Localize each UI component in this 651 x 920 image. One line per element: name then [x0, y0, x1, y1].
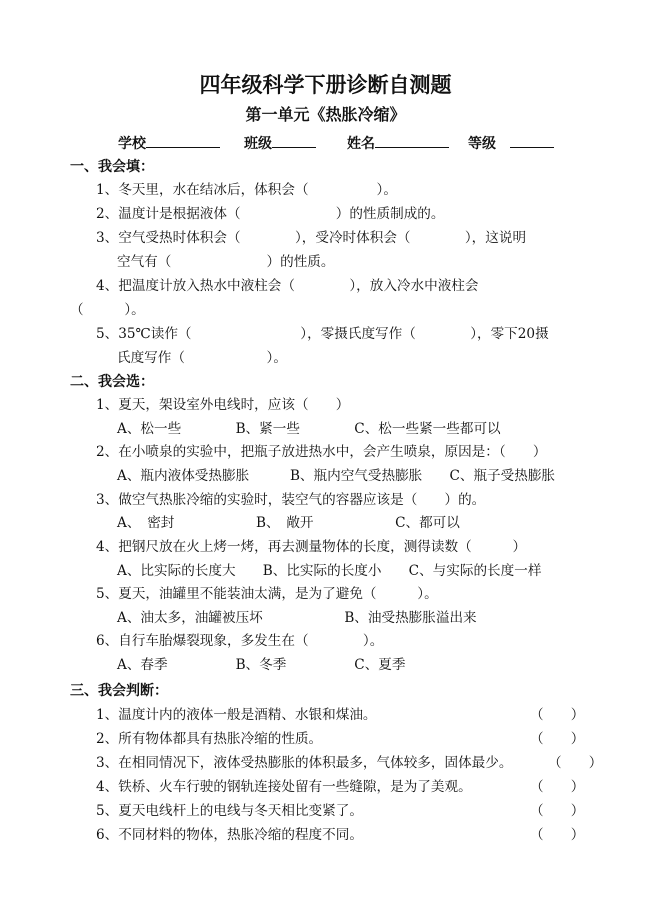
choice-options-6: A、春季 B、冬季 C、夏季: [117, 657, 406, 673]
fill-question-4: 4、把温度计放入热水中液柱会（ ），放入冷水中液柱会: [96, 278, 479, 294]
judge-question-4: 4、铁桥、火车行驶的钢轨连接处留有一些缝隙，是为了美观。: [96, 779, 472, 795]
school-field[interactable]: [118, 133, 220, 153]
judge-question-1: 1、温度计内的液体一般是酒精、水银和煤油。: [96, 707, 377, 723]
choice-options-2: A、瓶内液体受热膨胀 B、瓶内空气受热膨胀 C、瓶子受热膨胀: [117, 468, 556, 484]
choice-question-3: 3、做空气热胀冷缩的实验时，装空气的容器应该是（ ）的。: [96, 492, 486, 508]
judge-question-6: 6、不同材料的物体，热胀冷缩的程度不同。: [96, 827, 363, 843]
judge-bracket-6[interactable]: （ ）: [530, 827, 585, 843]
judge-question-2: 2、所有物体都具有热胀冷缩的性质。: [96, 731, 323, 747]
class-blank[interactable]: [272, 133, 316, 148]
choice-question-6: 6、自行车胎爆裂现象，多发生在（ ）。: [96, 633, 384, 649]
judge-question-5: 5、夏天电线杆上的电线与冬天相比变紧了。: [96, 803, 363, 819]
name-label: 姓名: [347, 136, 375, 152]
fill-question-1: 1、冬天里，水在结冰后，体积会（ ）。: [96, 182, 397, 198]
name-blank[interactable]: [375, 133, 449, 148]
fill-question-2: 2、温度计是根据液体（ ）的性质制成的。: [96, 206, 445, 222]
grade-field[interactable]: [468, 133, 554, 153]
grade-label: 等级: [468, 136, 496, 152]
school-label: 学校: [118, 136, 146, 152]
section-3-heading: 三、我会判断：: [70, 683, 168, 699]
section-1-heading: 一、我会填：: [70, 159, 154, 175]
fill-question-4-cont: （ ）。: [70, 302, 145, 318]
class-label: 班级: [244, 136, 272, 152]
fill-question-3: 3、空气受热时体积会（ ），受冷时体积会（ ），这说明: [96, 230, 527, 246]
judge-bracket-2[interactable]: （ ）: [530, 731, 585, 747]
page-subtitle: 第一单元《热胀冷缩》: [245, 105, 406, 124]
grade-blank[interactable]: [510, 133, 554, 148]
choice-question-1: 1、夏天，架设室外电线时，应该（ ）: [96, 397, 350, 413]
choice-question-5: 5、夏天，油罐里不能装油太满，是为了避免（ ）。: [96, 586, 438, 602]
fill-question-5: 5、35℃读作（ ），零摄氏度写作（ ），零下20摄: [96, 326, 549, 342]
school-blank[interactable]: [146, 133, 220, 148]
choice-question-2: 2、在小喷泉的实验中，把瓶子放进热水中，会产生喷泉，原因是：（ ）: [96, 444, 547, 460]
name-field[interactable]: [347, 133, 449, 153]
page-title: 四年级科学下册诊断自测题: [199, 73, 452, 97]
fill-question-3-cont: 空气有（ ）的性质。: [117, 254, 335, 270]
class-field[interactable]: [244, 133, 316, 153]
judge-bracket-5[interactable]: （ ）: [530, 803, 585, 819]
choice-options-3: A、 密封 B、 敞开 C、都可以: [117, 515, 460, 531]
choice-options-5: A、油太多，油罐被压坏 B、油受热膨胀溢出来: [117, 610, 477, 626]
judge-bracket-3[interactable]: （ ）: [548, 755, 603, 771]
judge-question-3: 3、在相同情况下，液体受热膨胀的体积最多，气体较多，固体最少。: [96, 755, 513, 771]
choice-options-4: A、比实际的长度大 B、比实际的长度小 C、与实际的长度一样: [117, 563, 542, 579]
judge-bracket-1[interactable]: （ ）: [530, 707, 585, 723]
fill-question-5-cont: 氏度写作（ ）。: [117, 350, 287, 366]
choice-question-4: 4、把钢尺放在火上烤一烤，再去测量物体的长度，测得读数（ ）: [96, 539, 527, 555]
judge-bracket-4[interactable]: （ ）: [530, 779, 585, 795]
choice-options-1: A、松一些 B、紧一些 C、松一些紧一些都可以: [117, 421, 501, 437]
section-2-heading: 二、我会选：: [70, 374, 154, 390]
